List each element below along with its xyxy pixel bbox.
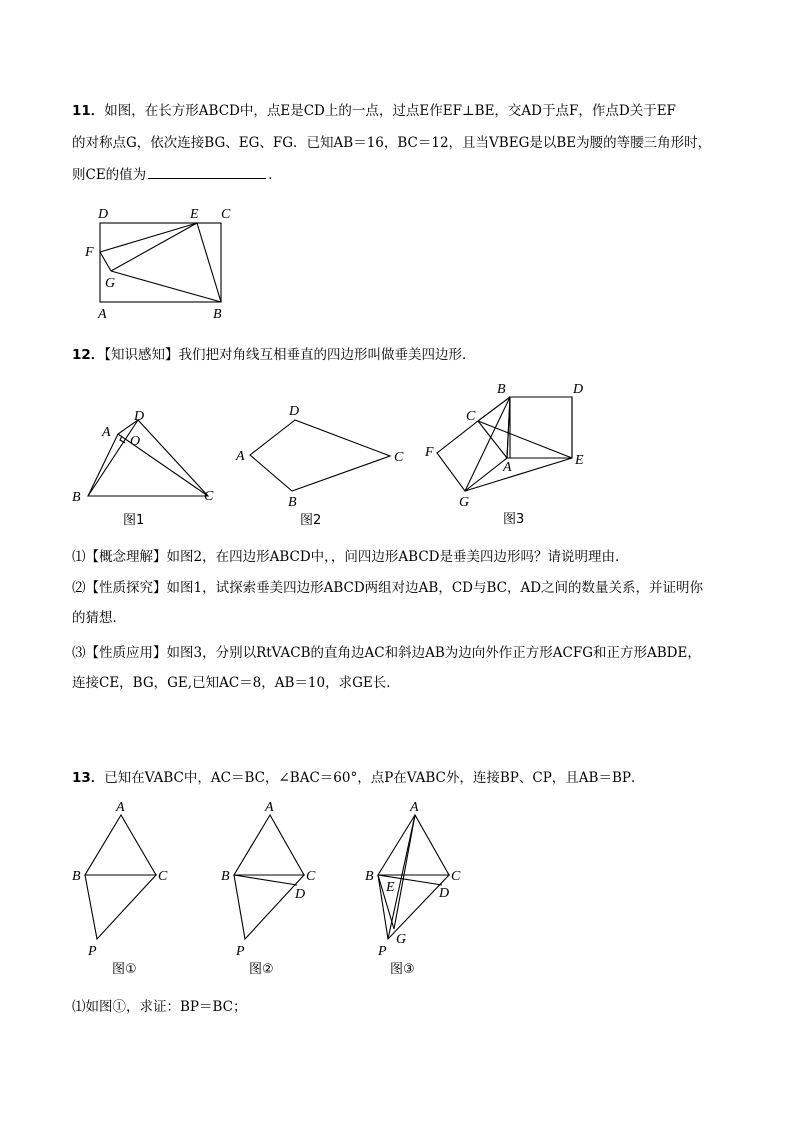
q13-figure-1 xyxy=(70,798,200,978)
fig2-label-D: D xyxy=(289,404,300,419)
fig13-3-label-D: D xyxy=(439,886,450,901)
fig2-caption: 图2 xyxy=(300,513,322,528)
fig3-label-A: A xyxy=(503,460,512,475)
q11-label-F: F xyxy=(85,245,94,260)
fig13-3-label-B: B xyxy=(365,869,374,884)
q12-part-3a: ⑶【性质应用】如图3，分别以RtVACB的直角边AC和斜边AB为边向外作正方形ACFG和正方形ABDE， xyxy=(72,645,701,661)
fig1-label-A: A xyxy=(102,425,111,440)
fig2-label-C: C xyxy=(394,450,404,465)
fig1-caption: 图1 xyxy=(123,513,145,528)
fig13-2-label-B: B xyxy=(221,869,230,884)
fig3-label-B: B xyxy=(497,382,506,397)
fig3-label-F: F xyxy=(425,445,434,460)
fig13-1-triangle-BPC xyxy=(85,875,156,939)
fig13-1-label-A: A xyxy=(116,800,125,815)
fig1-label-D: D xyxy=(134,409,145,424)
q11-text-1: 如图，在长方形ABCD中，点E是CD上的一点，过点E作EF⊥BE，交AD于点F，作点D关于EF xyxy=(104,103,676,119)
q12-figure-2 xyxy=(230,400,410,530)
fig13-2-segment-BD xyxy=(234,875,297,885)
q11-line-1 xyxy=(72,101,676,121)
fig1-label-B: B xyxy=(72,490,81,505)
fig13-2-label-D: D xyxy=(295,887,306,902)
q11-text-3: 则CE的值为 xyxy=(72,167,147,183)
q12-number: 12． xyxy=(72,347,105,363)
q11-period: ． xyxy=(268,167,282,183)
fig13-2-caption: 图② xyxy=(249,962,274,977)
fig13-3-label-E: E xyxy=(386,880,395,895)
fig3-square-ABDE-frame xyxy=(510,397,572,458)
fig3-caption: 图3 xyxy=(503,512,525,527)
q11-line-2: 的对称点G，依次连接BG、EG、FG．已知AB＝16，BC＝12，且当VBEG是以BE为腰的等腰三角形时， xyxy=(72,135,712,151)
q11-segment-GB xyxy=(111,271,221,302)
q13-stem: 已知在VABC中，AC＝BC，∠BAC＝60°，点P在VABC外，连接BP、CP，且AB＝BP． xyxy=(104,770,645,786)
q11-segment-FG xyxy=(100,252,111,271)
q11-label-E: E xyxy=(190,207,199,222)
fig13-3-label-P: P xyxy=(378,944,387,959)
fig13-1-label-C: C xyxy=(158,869,168,884)
q12-part-2b: 的猜想． xyxy=(72,610,126,626)
fig13-3-caption: 图③ xyxy=(390,962,415,977)
q11-line-3 xyxy=(72,164,282,185)
fig13-2-label-A: A xyxy=(265,800,274,815)
fig1-diagonal-BD xyxy=(88,420,141,496)
q11-segment-EB xyxy=(197,223,221,302)
q11-label-C: C xyxy=(221,207,231,222)
q11-label-G: G xyxy=(105,276,116,291)
fig2-label-A: A xyxy=(236,449,245,464)
fig13-2-label-P: P xyxy=(236,944,245,959)
fig3-label-C: C xyxy=(466,409,476,424)
fig1-label-C: C xyxy=(204,489,214,504)
fig13-1-triangle-ABC xyxy=(85,815,156,875)
q13-figure-3 xyxy=(360,798,490,978)
fig3-label-D: D xyxy=(573,382,584,397)
fig3-label-E: E xyxy=(575,453,584,468)
fig3-label-G: G xyxy=(459,495,470,510)
q11-label-A: A xyxy=(98,307,107,322)
q11-label-D: D xyxy=(98,207,109,222)
fig13-3-label-G: G xyxy=(396,932,407,947)
q13-number: 13． xyxy=(72,770,105,786)
q11-figure xyxy=(80,200,260,325)
fig1-label-O: O xyxy=(130,434,141,449)
fig3-square-ABDE xyxy=(507,397,572,458)
fig3-square-ACFG xyxy=(437,421,507,491)
q11-segment-GE xyxy=(111,223,197,271)
q13-part-1: ⑴如图①，求证：BP＝BC； xyxy=(72,999,247,1015)
q12-intro-line xyxy=(72,345,476,365)
fig2-quadrilateral xyxy=(250,420,390,491)
q11-number: 11． xyxy=(72,103,105,119)
q12-part-1: ⑴【概念理解】如图2，在四边形ABCD中，，问四边形ABCD是垂美四边形吗？请说明理由． xyxy=(72,549,629,565)
fig3-segment-CB xyxy=(478,397,510,421)
fig13-2-triangle-ABC xyxy=(234,815,304,875)
q11-segment-FE xyxy=(100,223,197,252)
fig3-segment-GE xyxy=(465,458,572,491)
q11-rectangle xyxy=(100,223,221,302)
fig13-3-label-A: A xyxy=(410,800,419,815)
q12-part-3b: 连接CE，BG，GE,已知AC＝8，AB＝10，求GE长． xyxy=(72,675,400,691)
fig13-1-label-P: P xyxy=(88,944,97,959)
fig13-1-label-B: B xyxy=(72,869,81,884)
q13-figure-2 xyxy=(215,798,345,978)
q12-intro: 【知识感知】我们把对角线互相垂直的四边形叫做垂美四边形． xyxy=(104,347,476,363)
fig13-2-label-C: C xyxy=(306,869,316,884)
q12-part-2a: ⑵【性质探究】如图1，试探索垂美四边形ABCD两组对边AB，CD与BC，AD之间的数量关系，并证明你 xyxy=(72,580,704,596)
q11-label-B: B xyxy=(213,307,222,322)
answer-blank[interactable] xyxy=(148,164,266,179)
fig2-label-B: B xyxy=(288,495,297,510)
q12-figure-3 xyxy=(420,378,600,528)
fig13-1-caption: 图① xyxy=(112,962,137,977)
fig13-3-label-C: C xyxy=(451,869,461,884)
q13-stem-line xyxy=(72,768,644,788)
q12-figure-1 xyxy=(68,400,228,530)
